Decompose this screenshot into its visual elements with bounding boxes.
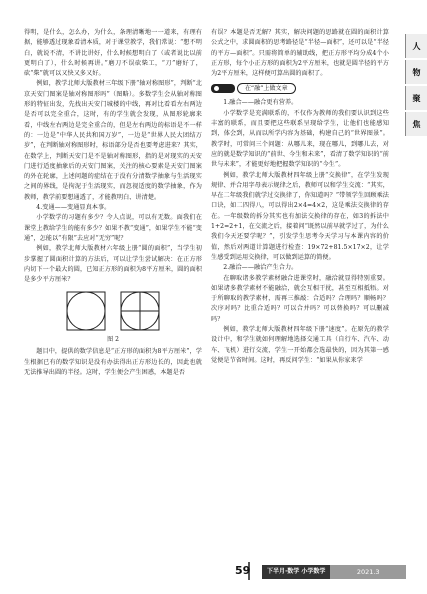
paragraph: 例如，教学北师大版教材四年级下册“速度”。在原先的教学设计中，和学生就如何理解地选择交通工具（自行车、汽车、动车、飞机）进行交流，学生一开始都会选最快的，因为其第一感觉便是节省时间。这时，再反问学生：“如果从你家来学	[211, 326, 389, 364]
paragraph: 4.变通——变通显真本事。	[36, 204, 111, 212]
side-tab: 人	[405, 34, 427, 58]
page-number: 59	[235, 564, 251, 577]
section-marker-icon	[211, 84, 235, 93]
paragraph: 在聊取诸多教学素材融合进课堂时，融洽就显得特别重要。如果诸多教学素材不能融洽，就会互相干扰，甚至互相抵牾。对于所聊取的教学素材，需再三推敲：合适吗？合理吗？顺畅吗？次序对吗？比重合适吗？可以合并吗？可以替换吗？可以删减吗？	[211, 274, 389, 323]
section-side-tabs	[405, 34, 427, 138]
section-heading	[211, 82, 389, 95]
paragraph: 小学数学是充满联系的，不仅作为教师的我们要认识到这些丰富的联系，而且要把这些联系呈现给学生，让他们也能感知到，体会到，从而以所学内容为基础，构建自己的“世界图景”。教学时，可常问三个问题：从哪儿来，现在哪儿，到哪儿去，对应的就是数学知识的“前世、今生和未来”，看清了数学知识的“前世与未来”，才能更好地把握数学知识的“今生”。	[211, 109, 389, 169]
right-column	[211, 28, 389, 366]
paragraph: 1.融合——融合更有营养。	[223, 99, 298, 107]
side-tab: 焦	[405, 112, 427, 136]
paragraph: 题目中，提供的数学信息是“正方形的面积为8平方厘米”，学生根据已有的数学知识是没有办法得出正方形边长的，因此也就无法推导出圆的半径。这时，学生便会产生困惑，本题是否	[24, 348, 202, 377]
issue-label: 2021.3	[330, 565, 406, 579]
side-tab: 物	[405, 60, 427, 84]
footer-banner	[262, 565, 406, 579]
paragraph: 2.融洽——融洽产生合力。	[223, 264, 298, 272]
magazine-name: 下半月·数学 小学数学	[262, 565, 330, 579]
page-footer	[0, 561, 427, 583]
paragraph: 得明，是什么，怎么办，为什么，条理清晰地一一道来，有理有据，能够透过现象看清本质，对于课堂教学，我们常说：“想不明白，就说不清，不讲比讲好，什么时候想明白了（或者说比以前更明白了），什么时候再讲。”磨刀不误砍柴工，“刀”磨好了，砍“柴”就可以又快又多又好。	[24, 29, 202, 78]
square-circle-diagram	[53, 289, 173, 335]
paragraph: 例如，教学北师大版教材三年级下册“轴对称图形”，判断“北京天安门图案是轴对称图形吗”（图略）。多数学生会从轴对称图形的特征出发，先找出天安门城楼的中线，再对比看看左右两边是否可以完全重合，这时，有的学生就会发现，从图形轮廓来看，中线左右两边是完全重合的，但是左右两边的标语是不一样的：一边是“中华人民共和国万岁”，一边是“世界人民大团结万岁”，在判断轴对称图形时，标语部分是否也要考虑进来？其实，在数学上，判断天安门是不是轴对称图形，指的是对现实的天安门进行适度抽象后的天安门图案，关注的核心要素是天安门图案的外在轮廓，上述问题的症结在于没有分清数学抽象与生活现实之间的界线，是拘泥于生活现实，而忽视适度的数学抽象，作为教师，教学前要想通透了，才能教明白、讲清楚。	[24, 80, 202, 201]
side-tab: 聚	[405, 86, 427, 110]
paragraph: 例如，教学北师大版教材六年级上册“圆的面积”，当学生初步掌握了圆面积计算的方法后，可以让学生尝试解决：在正方形内切下一个最大的圆，已知正方形的面积为8平方厘米，圆的面积是多少平方厘米？	[24, 245, 202, 284]
square-with-circle-quartered-right	[121, 292, 159, 330]
paragraph: 有误？本题是否无解？其实，解决问题的思路就在圆的面积计算公式之中，求圆面积的思考路径是“半径—面积”，还可以是“半径的平方—面积”。只需将简单的辅助线，把正方形平均分成4个小正方形，每个小正方形的面积为2平方厘米，也就是圆半径的平方为2平方厘米，这样便可算出圆的面积了。	[211, 29, 389, 78]
section-heading-label: 在“融”上做文章	[237, 83, 296, 94]
figure-2	[24, 289, 202, 345]
paragraph: 小学数学的习题有多少？令人点说，可以有无数。面我们在课堂上教给学生的能有多少？如果不教“变通”，如果学生不能“变通”，怎能以“有限”去应对“无穷”呢？	[24, 214, 202, 242]
figure-caption: 图 2	[107, 336, 119, 344]
left-column	[24, 28, 202, 378]
paragraph: 例如，教学北师大版教材四年级上册“交换律”，在学生发现规律、并合用字母表示规律之后，教师可以和学生交流：“其实，早在二年级我们就学过交换律了，你知道吗？”带领学生回顾乘法口诀，如二四得八，可以得出2×4=4×2，这是乘法交换律的存在。一年级数的拆分其实也有加法交换律的存在，如3的拆法中1+2=2+1，在交流之后，接着问“既然以前早就学过了，为什么我们今天还要学呢？”，引发学生思考今天学习与本课内容的价值，然后对两道计算题进行检查：19×72+81.5×17×2，让学生感受到运用交换律，可以做到运算的简便。	[211, 171, 389, 261]
square-with-circle-left	[67, 292, 105, 330]
